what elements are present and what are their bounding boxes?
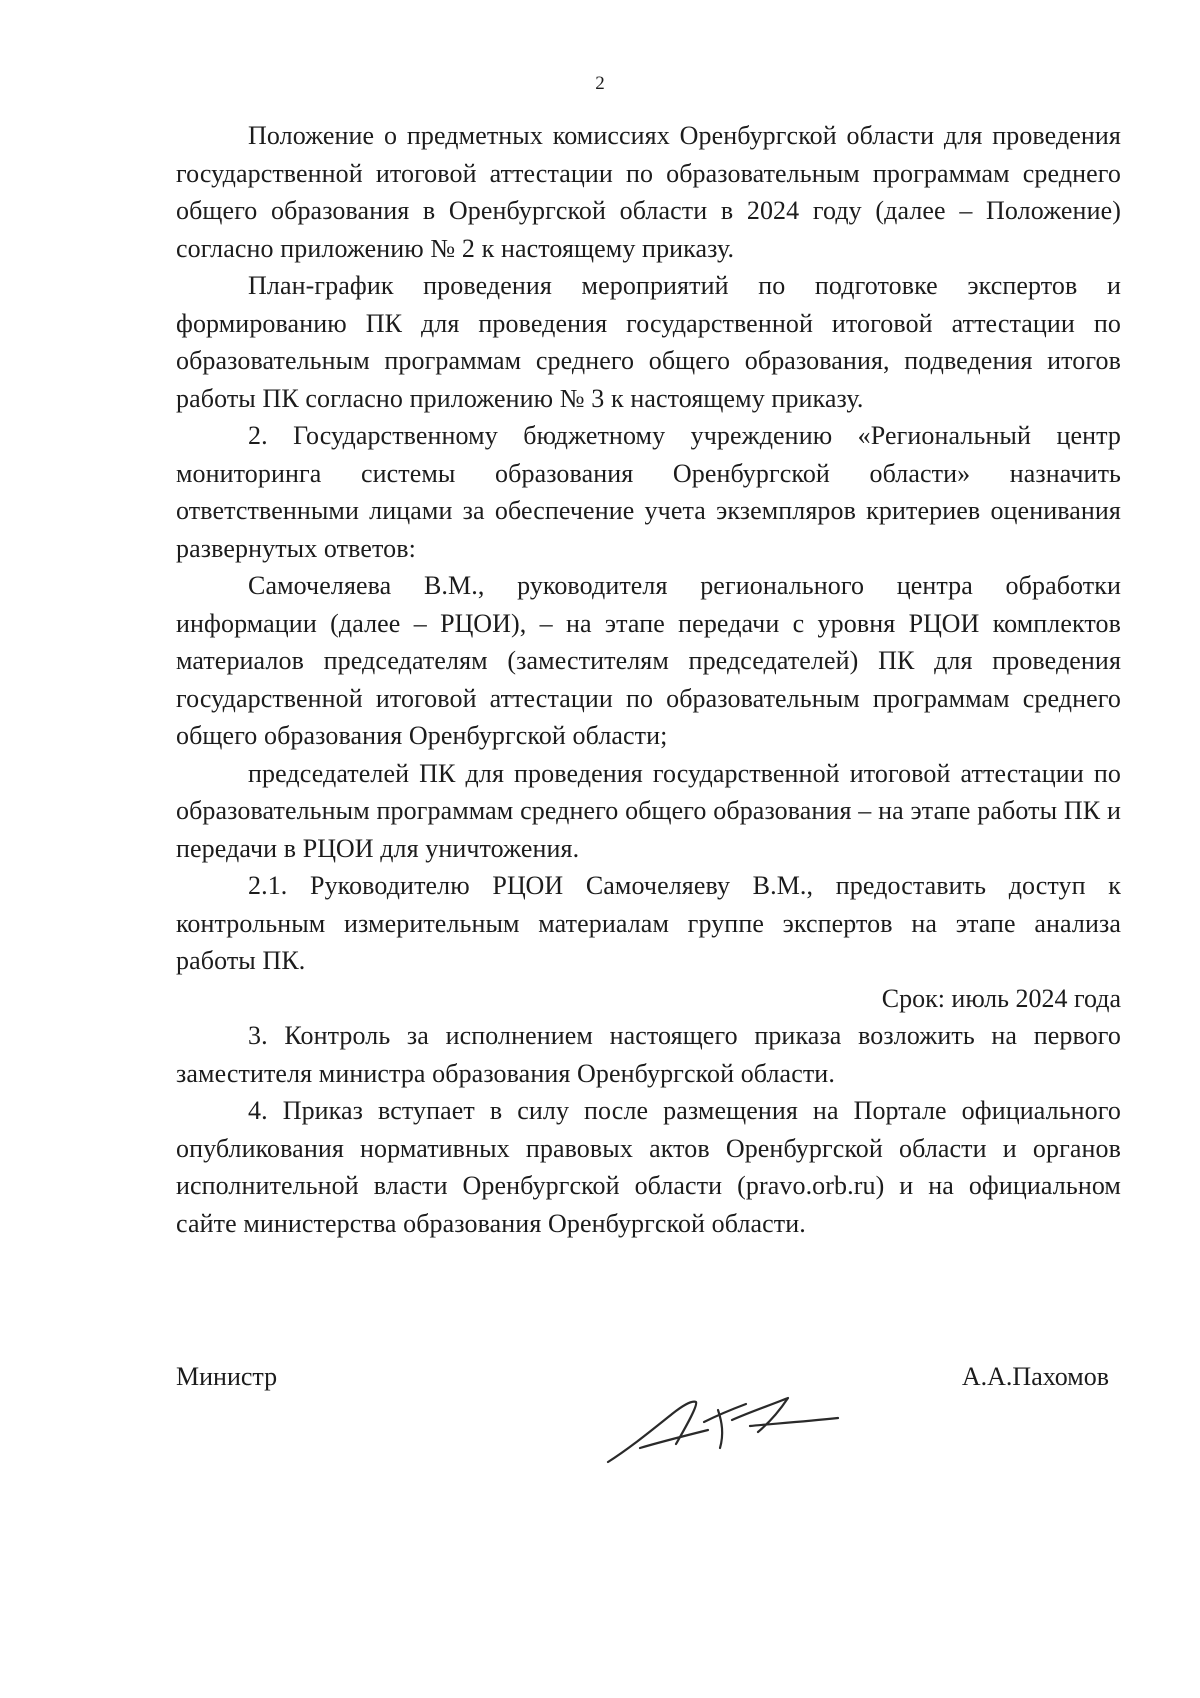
signatory-role: Министр <box>176 1362 278 1391</box>
paragraph-responsible-rcoi: Самочеляева В.М., руководителя регионального центра обработки информации (далее – РЦОИ), – на этапе передачи с уровня РЦОИ комплектов материалов председателям (заместителям председателей) ПК для проведения государственной итоговой аттестации по образовательным программам среднего общего образования Оренбургской области; <box>176 571 1121 750</box>
handwritten-signature-icon <box>600 1370 870 1470</box>
signatory-name: А.А.Пахомов <box>961 1362 1109 1391</box>
paragraph-item-4: 4. Приказ вступает в силу после размещения на Портале официального опубликования нормативных правовых актов Оренбургской области и органов исполнительной власти Оренбургской области (pravo.orb.ru) и на официальном сайте министерства образования Оренбургской области. <box>176 1096 1121 1238</box>
paragraph-item-2: 2. Государственному бюджетному учреждению «Региональный центр мониторинга системы образования Оренбургской области» назначить ответственными лицами за обеспечение учета экземпляров критериев оценивания развернутых ответов: <box>176 421 1121 563</box>
paragraph-schedule: План-график проведения мероприятий по подготовке экспертов и формированию ПК для проведения государственной итоговой аттестации по образовательным программам среднего общего образования, подведения итогов работы ПК согласно приложению № 3 к настоящему приказу. <box>176 271 1121 413</box>
paragraph-item-3: 3. Контроль за исполнением настоящего приказа возложить на первого заместителя министра образования Оренбургской области. <box>176 1021 1121 1088</box>
page-number: 2 <box>595 73 605 94</box>
paragraph-responsible-chairs: председателей ПК для проведения государственной итоговой аттестации по образовательным программам среднего общего образования – на этапе работы ПК и передачи в РЦОИ для уничтожения. <box>176 758 1121 863</box>
document-body <box>176 117 1121 1242</box>
deadline-line: Срок: июль 2024 года <box>881 983 1121 1013</box>
paragraph-item-2-1: 2.1. Руководителю РЦОИ Самочеляеву В.М., предоставить доступ к контрольным измерительным материалам группе экспертов на этапе анализа работы ПК. <box>176 871 1121 975</box>
paragraph-regulation: Положение о предметных комиссиях Оренбургской области для проведения государственной итоговой аттестации по образовательным программам среднего общего образования в Оренбургской области в 2024 году (далее – Положение) согласно приложению № 2 к настоящему приказу. <box>176 121 1121 263</box>
